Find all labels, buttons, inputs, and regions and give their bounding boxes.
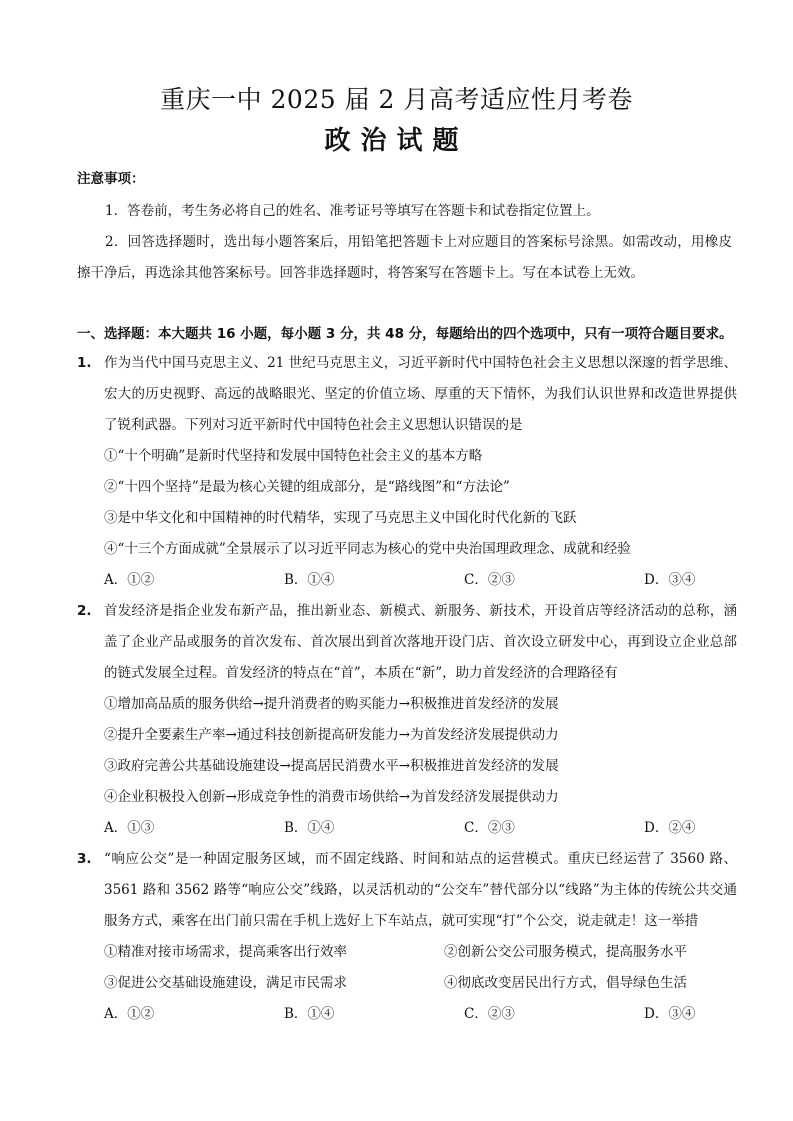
choice-c: C．②③ — [464, 820, 515, 836]
question-stem: 作为当代中国马克思主义、21 世纪马克思主义，习近平新时代中国特色社会主义思想以深邃的哲学思维、宏大的历史视野、高远的战略眼光、坚定的价值立场、厚重的天下情怀，为我们认识世界和改造世界提供了锐利武器。下列对习近平新时代中国特色社会主义思想认识错误的是 — [104, 355, 737, 433]
question-number: 1. — [77, 355, 92, 371]
question-number: 3. — [77, 851, 92, 867]
question-3 — [77, 844, 737, 1030]
statement-option: ③政府完善公共基础设施建设→提高居民消费水平→积极推进首发经济的发展 — [104, 758, 559, 774]
statement-option: ②“十四个坚持”是最为核心关键的组成部分，是“路线图”和“方法论” — [104, 479, 510, 495]
question-stem: 首发经济是指企业发布新产品，推出新业态、新模式、新服务、新技术，开设首店等经济活动的总称，涵盖了企业产品或服务的首次发布、首次展出到首次落地开设门店、首次设立研发中心，再到设立企业总部的链式发展全过程。首发经济的特点在“首”，本质在“新”，助力首发经济的合理路径有 — [104, 603, 737, 681]
statement-option: ②提升全要素生产率→通过科技创新提高研发能力→为首发经济发展提供动力 — [104, 727, 559, 743]
notice-heading: 注意事项： — [77, 171, 145, 187]
statement-option: ①“十个明确”是新时代坚持和发展中国特色社会主义的基本方略 — [104, 448, 483, 464]
choice-b: B．①④ — [284, 820, 335, 836]
statement-option-row — [104, 937, 737, 968]
exam-subject-title: 政治试题 — [324, 126, 469, 156]
statement-option: ①增加高品质的服务供给→提升消费者的购买能力→积极推进首发经济的发展 — [104, 696, 559, 712]
statement-option: ①精准对接市场需求，提高乘客出行效率 — [104, 944, 347, 960]
answer-choices — [104, 813, 737, 844]
statement-option: ③促进公交基础设施建设，满足市民需求 — [104, 975, 347, 991]
question-number: 2. — [77, 603, 92, 619]
statement-option: ③是中华文化和中国精神的时代精华，实现了马克思主义中国化时代化新的飞跃 — [104, 510, 577, 526]
statement-option: ④“十三个方面成就”全景展示了以习近平同志为核心的党中央治国理政理念、成就和经验 — [104, 541, 631, 557]
statement-option-row — [104, 968, 737, 999]
question-stem: “响应公交”是一种固定服务区域，而不固定线路、时间和站点的运营模式。重庆已经运营了 3560 路、3561 路和 3562 路等“响应公交”线路，以灵活机动的“公交车”替代部分以“线路”为主体的传统公共交通服务方式，乘客在出门前只需在手机上选好上下车站点，就可实现“打”个公交，说走就走！这一举措 — [104, 851, 737, 929]
choice-a: A．①② — [104, 1006, 155, 1022]
statement-option: ④企业积极投入创新→形成竞争性的消费市场供给→为首发经济发展提供动力 — [104, 789, 559, 805]
choice-b: B．①④ — [284, 572, 335, 588]
answer-choices — [104, 999, 737, 1030]
choice-d: D．②④ — [644, 820, 696, 836]
choice-c: C．②③ — [464, 572, 515, 588]
choice-d: D．③④ — [644, 1006, 696, 1022]
exam-title: 重庆一中 2025 届 2 月高考适应性月考卷 — [160, 85, 633, 114]
question-1 — [77, 348, 737, 596]
choice-a: A．①③ — [104, 820, 155, 836]
section-heading: 一、选择题：本大题共 16 小题，每小题 3 分，共 48 分，每题给出的四个选项中，只有一项符合题目要求。 — [77, 326, 733, 342]
choice-a: A．①② — [104, 572, 155, 588]
choice-c: C．②③ — [464, 1006, 515, 1022]
notice-item-2: 2．回答选择题时，选出每小题答案后，用铅笔把答题卡上对应题目的答案标号涂黑。如需改动，用橡皮擦干净后，再选涂其他答案标号。回答非选择题时，将答案写在答题卡上。写在本试卷上无效。 — [77, 234, 732, 281]
statement-option: ②创新公交公司服务模式，提高服务水平 — [444, 944, 687, 960]
notice-item-1: 1．答卷前，考生务必将自己的姓名、准考证号等填写在答题卡和试卷指定位置上。 — [105, 203, 600, 219]
choice-b: B．①④ — [284, 1006, 335, 1022]
statement-option: ④彻底改变居民出行方式，倡导绿色生活 — [444, 975, 687, 991]
choice-d: D．③④ — [644, 572, 696, 588]
question-2 — [77, 596, 737, 844]
answer-choices — [104, 565, 737, 596]
